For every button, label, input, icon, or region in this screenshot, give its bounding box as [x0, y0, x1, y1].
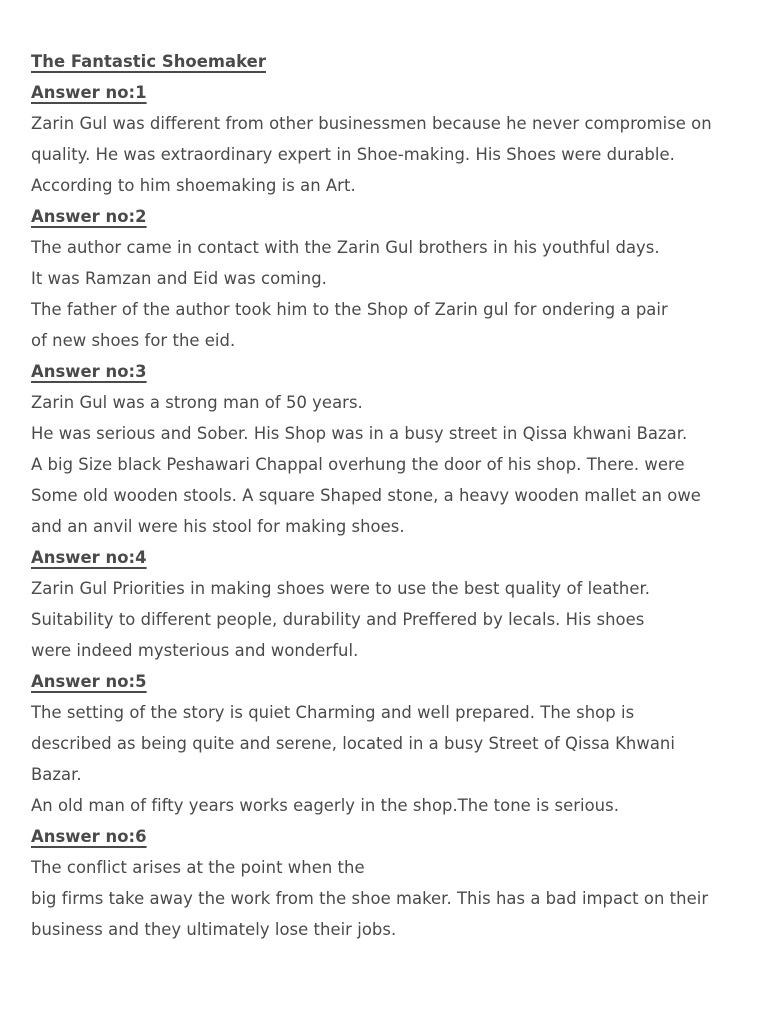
answer-line: He was serious and Sober. His Shop was in a busy street in Qissa khwani Bazar.	[31, 424, 688, 443]
document-title: The Fantastic Shoemaker	[31, 52, 266, 71]
answer-line: Bazar.	[31, 765, 82, 784]
answer-line: big firms take away the work from the shoe maker. This has a bad impact on their	[31, 889, 709, 908]
answer-section-4	[31, 542, 751, 666]
answer-line: Zarin Gul was a strong man of 50 years.	[31, 393, 363, 412]
answer-line: The father of the author took him to the Shop of Zarin gul for ondering a pair	[31, 300, 668, 319]
answer-line: of new shoes for the eid.	[31, 331, 236, 350]
answer-line: Zarin Gul Priorities in making shoes were to use the best quality of leather.	[31, 579, 651, 598]
answer-heading: Answer no:1	[31, 83, 147, 102]
answer-line: described as being quite and serene, located in a busy Street of Qissa Khwani	[31, 734, 675, 753]
document-body	[31, 46, 751, 945]
answer-section-3	[31, 356, 751, 542]
answer-line: The setting of the story is quiet Charming and well prepared. The shop is	[31, 703, 635, 722]
answer-line: The conflict arises at the point when the	[31, 858, 365, 877]
answer-line: business and they ultimately lose their jobs.	[31, 920, 397, 939]
answer-line: Zarin Gul was different from other businessmen because he never compromise on	[31, 114, 712, 133]
answer-heading: Answer no:6	[31, 827, 147, 846]
answer-line: The author came in contact with the Zarin Gul brothers in his youthful days.	[31, 238, 660, 257]
answer-section-6	[31, 821, 751, 945]
answer-heading: Answer no:2	[31, 207, 147, 226]
answer-line: were indeed mysterious and wonderful.	[31, 641, 359, 660]
answer-line: It was Ramzan and Eid was coming.	[31, 269, 327, 288]
answer-section-2	[31, 201, 751, 356]
answer-line: Suitability to different people, durability and Preffered by lecals. His shoes	[31, 610, 645, 629]
answer-section-5	[31, 666, 751, 821]
answer-heading: Answer no:3	[31, 362, 147, 381]
answer-line: Some old wooden stools. A square Shaped stone, a heavy wooden mallet an owe	[31, 486, 701, 505]
answer-heading: Answer no:4	[31, 548, 147, 567]
answer-heading: Answer no:5	[31, 672, 147, 691]
answer-line: According to him shoemaking is an Art.	[31, 176, 356, 195]
answer-section-1	[31, 77, 751, 201]
answer-line: quality. He was extraordinary expert in Shoe-making. His Shoes were durable.	[31, 145, 675, 164]
answer-line: An old man of fifty years works eagerly in the shop.The tone is serious.	[31, 796, 619, 815]
answer-line: A big Size black Peshawari Chappal overhung the door of his shop. There. were	[31, 455, 685, 474]
answer-line: and an anvil were his stool for making shoes.	[31, 517, 405, 536]
